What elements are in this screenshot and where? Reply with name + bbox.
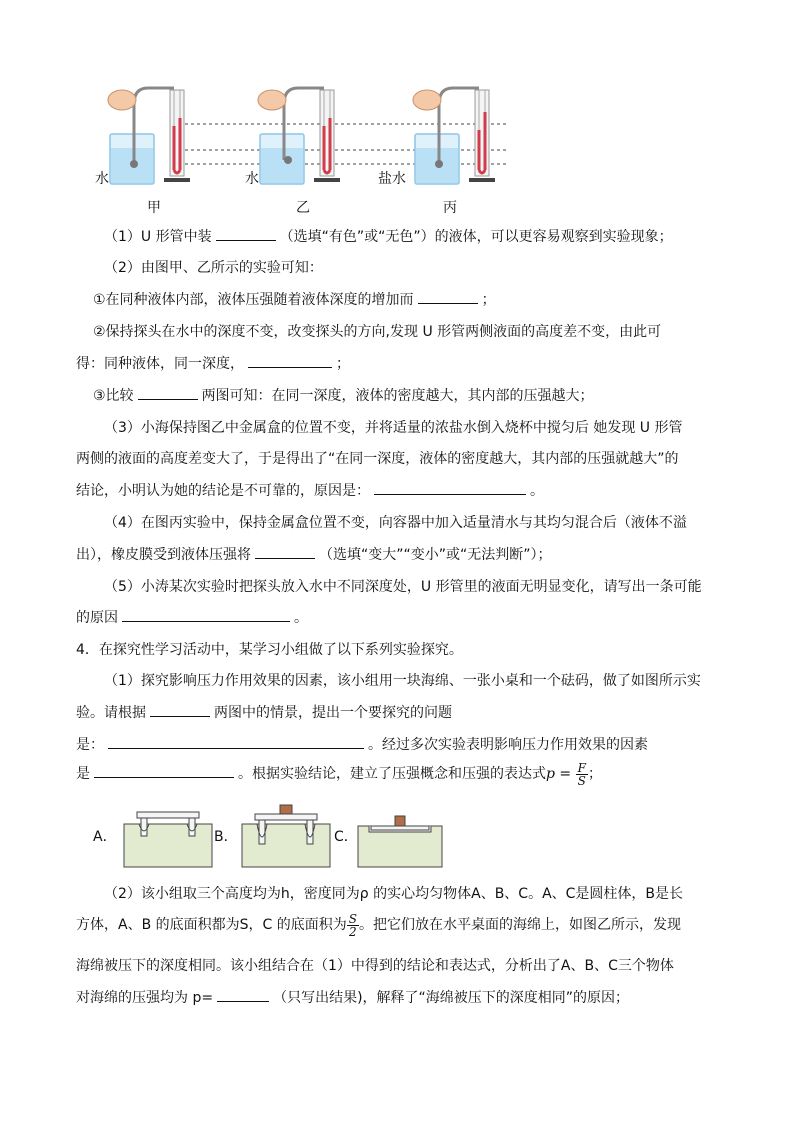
q4-part1-line2: 验。请根据 两图中的情景，提出一个要探究的问题 <box>76 702 736 724</box>
figure-label-a: A． <box>93 829 117 845</box>
q3-part3-line1: （3）小海保持图乙中金属盒的位置不变，并将适量的浓盐水倒入烧杯中搅匀后 她发现 U 形管 <box>104 420 683 436</box>
setup-bing <box>413 88 495 184</box>
pressure-formula: $\frac{F}{S}$ <box>577 760 586 788</box>
answer-blank[interactable] <box>217 987 269 1002</box>
caption-bing: 丙 <box>443 200 457 216</box>
sponge-figure-a <box>123 808 213 868</box>
q3-part5-line1: （5）小涛某次实验时把探头放入水中不同深度处，U 形管里的液面无明显变化，请写出一条可能 <box>104 579 702 595</box>
label-water-1: 水 <box>95 171 109 187</box>
q4-part2-line1: （2）该小组取三个高度均为h，密度同为ρ 的实心均匀物体A、B、C。A、C是圆柱体，B是长 <box>104 886 684 902</box>
area-fraction: $\frac{S}{2}$ <box>348 911 357 939</box>
q3-part4-line2: 出），橡皮膜受到液体压强将 （选填“变大”“变小”或“无法判断”）； <box>76 544 736 566</box>
sponge-figure-c <box>357 806 443 868</box>
answer-blank[interactable] <box>248 353 332 368</box>
q4-part2-line3: 海绵被压下的深度相同。该小组结合在（1）中得到的结论和表达式，分析出了A、B、C三个物体 <box>76 958 674 974</box>
setup-yi <box>258 88 340 184</box>
q4-part1-line4: 是 。根据实验结论，建立了压强概念和压强的表达式p = $\frac{F}{S}$ ； <box>76 760 602 788</box>
q4-title: 4．在探究性学习活动中，某学习小组做了以下系列实验探究。 <box>76 642 463 658</box>
q3-part2: （2）由图甲、乙所示的实验可知： <box>104 260 323 276</box>
q3-part2-b-line1: ②保持探头在水中的深度不变，改变探头的方向,发现 U 形管两侧液面的高度差不变，由此可 <box>93 324 662 340</box>
q4-part1-line1: （1）探究影响压力作用效果的因素，该小组用一块海绵、一张小桌和一个砝码，做了如图所示实 <box>104 673 701 689</box>
answer-blank[interactable] <box>94 763 234 778</box>
q4-part2-line4: 对海绵的压强均为 p= （只写出结果)，解释了“海绵被压下的深度相同”的原因； <box>76 987 736 1009</box>
caption-yi: 乙 <box>296 200 310 216</box>
q3-part3-line3: 结论，小明认为她的结论是不可靠的，原因是： 。 <box>76 480 736 502</box>
caption-jia: 甲 <box>147 200 161 216</box>
answer-blank[interactable] <box>122 607 290 622</box>
answer-blank[interactable] <box>150 702 210 717</box>
answer-blank[interactable] <box>418 289 478 304</box>
figure-label-c: C． <box>334 829 358 845</box>
answer-blank[interactable] <box>138 385 198 400</box>
answer-blank[interactable] <box>255 544 315 559</box>
q3-part1: （1）U 形管中装 （选填“有色”或“无色”）的液体，可以更容易观察到实验现象； <box>104 226 764 248</box>
sponge-figure-b <box>241 804 331 868</box>
figure-label-b: B． <box>214 829 238 845</box>
q3-part2-b-line2: 得：同种液体，同一深度， ； <box>76 353 736 375</box>
q4-part1-line3: 是： 。经过多次实验表明影响压力作用效果的因素 <box>76 734 736 756</box>
setup-jia <box>108 88 190 184</box>
q3-part5-line2: 的原因 。 <box>76 607 736 629</box>
label-salt-water: 盐水 <box>378 171 406 187</box>
q3-part4-line1: （4）在图丙实验中，保持金属盒位置不变，向容器中加入适量清水与其均匀混合后（液体不溢 <box>104 515 687 531</box>
q3-part2-a: ①在同种液体内部，液体压强随着液体深度的增加而 ； <box>93 289 753 311</box>
q3-part3-line2: 两侧的液面的高度差变大了，于是得出了“在同一深度，液体的密度越大，其内部的压强就越大”的 <box>76 451 679 467</box>
answer-blank[interactable] <box>374 480 526 495</box>
answer-blank[interactable] <box>108 734 364 749</box>
q4-part2-line2: 方体，A、B 的底面积都为S，C 的底面积为 $\frac{S}{2}$ 。把它们放在水平桌面的海绵上，如图乙所示，发现 <box>76 911 681 939</box>
q3-part2-c: ③比较 两图可知：在同一深度，液体的密度越大，其内部的压强越大； <box>93 385 753 407</box>
answer-blank[interactable] <box>216 226 276 241</box>
label-water-2: 水 <box>245 171 259 187</box>
manometer-figure <box>90 82 520 192</box>
